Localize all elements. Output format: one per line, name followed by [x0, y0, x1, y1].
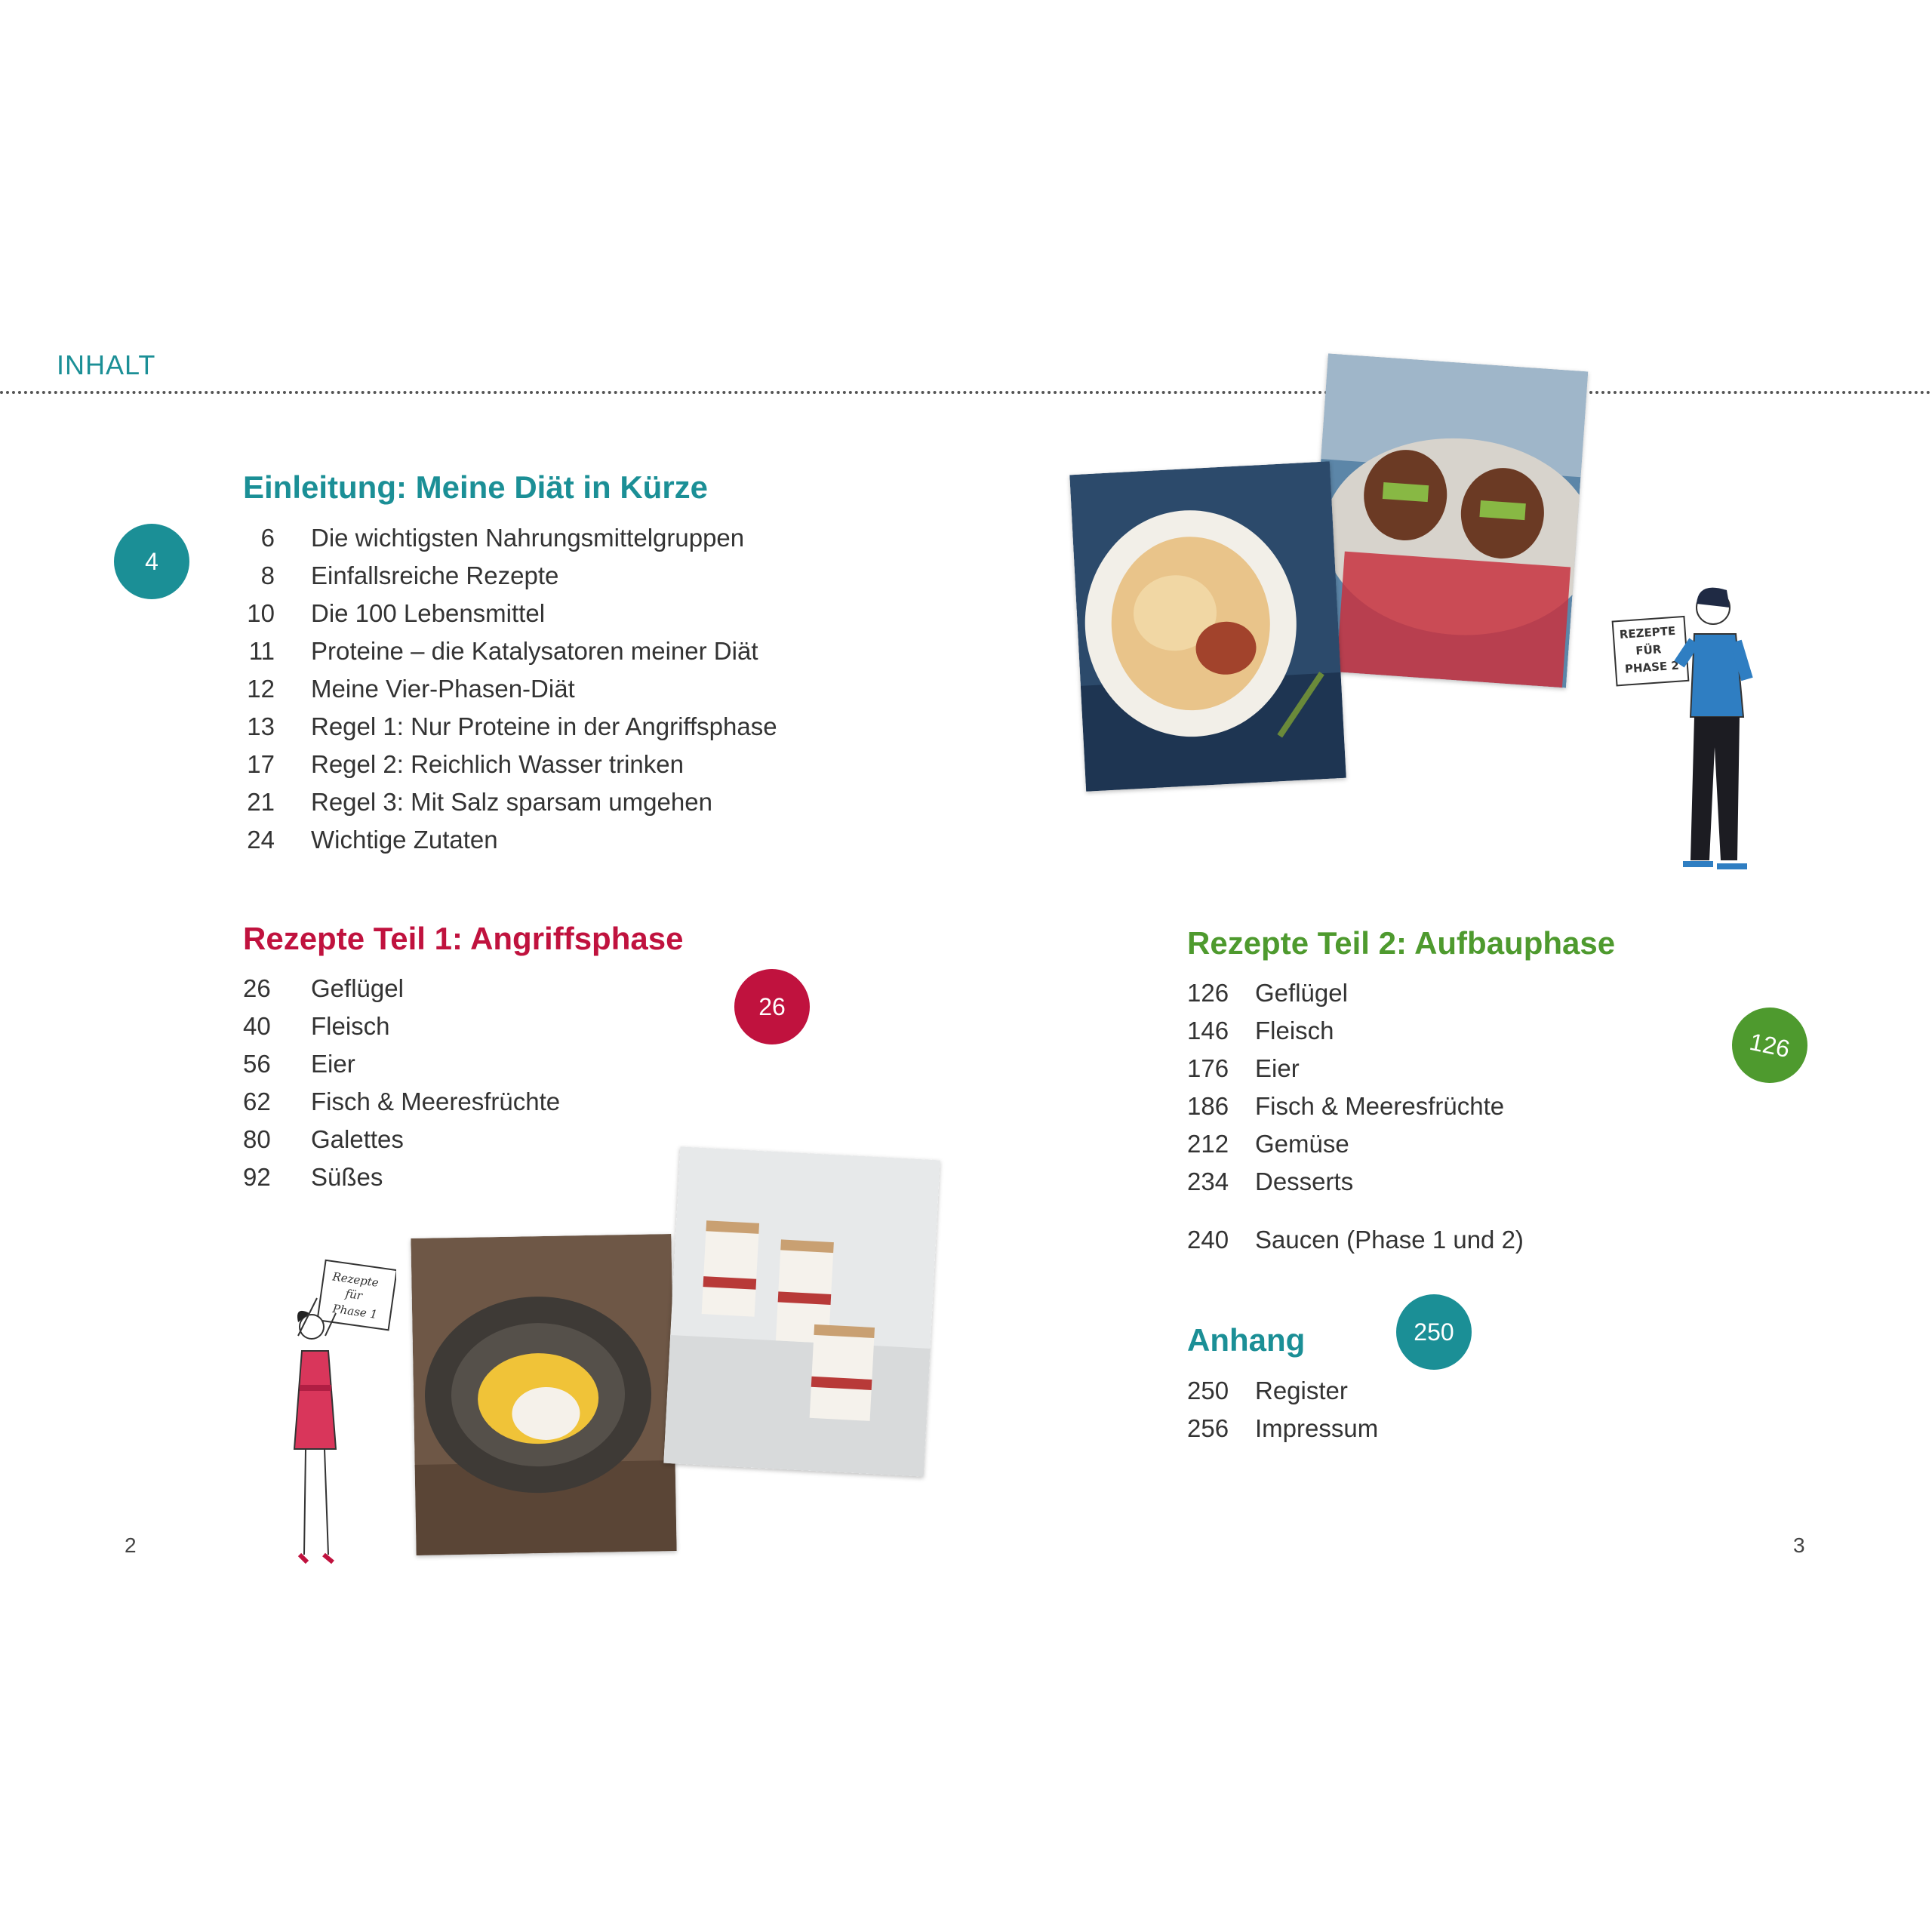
toc-entry[interactable]	[1187, 1012, 1504, 1050]
toc-entry-label: Geflügel	[1255, 979, 1348, 1007]
toc-entry-label: Geflügel	[311, 974, 404, 1002]
toc-entry[interactable]	[1187, 1221, 1524, 1259]
dotted-divider	[0, 391, 1932, 394]
part2-page-badge: 126	[1725, 1001, 1815, 1091]
toc-entry-label: Meine Vier-Phasen-Diät	[311, 675, 575, 703]
toc-entry[interactable]	[243, 1158, 560, 1196]
toc-entry-label: Register	[1255, 1377, 1348, 1404]
toc-entry[interactable]	[243, 519, 777, 557]
illustration-man-with-sign	[1607, 574, 1766, 891]
toc-entry-label: Gemüse	[1255, 1130, 1349, 1158]
food-photo-fish-egg	[411, 1234, 676, 1555]
sign-text-line: FÜR	[1635, 642, 1662, 658]
part2-toc-list	[1187, 974, 1504, 1201]
toc-entry-label: Fisch & Meeresfrüchte	[311, 1088, 561, 1115]
toc-entry-label: Eier	[1255, 1054, 1300, 1082]
toc-entry[interactable]	[243, 970, 560, 1008]
toc-entry-label: Desserts	[1255, 1168, 1354, 1195]
sign-text-line: für	[344, 1287, 364, 1303]
toc-entry-label: Regel 3: Mit Salz sparsam umgehen	[311, 788, 712, 816]
toc-entry[interactable]	[243, 1083, 560, 1121]
toc-entry-label: Eier	[311, 1050, 355, 1078]
toc-entry[interactable]	[243, 595, 777, 632]
toc-entry[interactable]	[243, 783, 777, 821]
sign-text-line: REZEPTE	[1619, 623, 1676, 641]
appendix-toc-list	[1187, 1372, 1378, 1447]
toc-page-number: 80	[243, 1125, 271, 1153]
toc-entry-label: Einfallsreiche Rezepte	[311, 561, 559, 589]
part2-extra-entry	[1187, 1221, 1524, 1259]
toc-page-number: 8	[260, 561, 275, 589]
toc-entry[interactable]	[1187, 1163, 1504, 1201]
toc-entry-label: Saucen (Phase 1 und 2)	[1255, 1226, 1524, 1254]
toc-entry-label: Wichtige Zutaten	[311, 826, 498, 854]
toc-entry-label: Fleisch	[311, 1012, 390, 1040]
toc-page-number: 26	[243, 974, 271, 1002]
toc-page-number: 13	[247, 712, 275, 740]
toc-page-number: 24	[247, 826, 275, 854]
toc-entry[interactable]	[243, 821, 777, 859]
part1-toc-list	[243, 970, 560, 1196]
toc-page-number: 240	[1187, 1226, 1229, 1254]
toc-page-number: 234	[1187, 1168, 1229, 1195]
toc-page-number: 40	[243, 1012, 271, 1040]
toc-entry[interactable]	[1187, 974, 1504, 1012]
toc-entry-label: Die 100 Lebensmittel	[311, 599, 546, 627]
intro-title: Einleitung: Meine Diät in Kürze	[243, 469, 709, 505]
toc-entry[interactable]	[243, 708, 777, 746]
toc-entry[interactable]	[1187, 1372, 1378, 1410]
toc-page-number: 92	[243, 1163, 271, 1191]
right-page-number: 3	[1793, 1534, 1805, 1557]
appendix-page-badge: 250	[1396, 1294, 1472, 1370]
toc-entry-label: Impressum	[1255, 1414, 1379, 1442]
toc-page-number: 62	[243, 1088, 271, 1115]
illustration-woman-with-sign	[260, 1253, 396, 1585]
food-photo-stuffed-mushrooms	[1306, 353, 1588, 688]
toc-entry-label: Proteine – die Katalysatoren meiner Diät	[311, 637, 758, 665]
part1-page-badge: 26	[734, 969, 810, 1044]
toc-page-number: 56	[243, 1050, 271, 1078]
toc-entry-label: Regel 1: Nur Proteine in der Angriffsphase	[311, 712, 777, 740]
toc-entry[interactable]	[1187, 1125, 1504, 1163]
toc-entry-label: Süßes	[311, 1163, 383, 1191]
toc-page-number: 10	[247, 599, 275, 627]
sign-text-line: Phase 1	[331, 1301, 379, 1321]
toc-entry[interactable]	[243, 670, 777, 708]
toc-page-number: 176	[1187, 1054, 1229, 1082]
toc-page-number: 250	[1187, 1377, 1229, 1404]
toc-entry-label: Die wichtigsten Nahrungsmittelgruppen	[311, 524, 745, 552]
toc-entry[interactable]	[243, 557, 777, 595]
part2-title: Rezepte Teil 2: Aufbauphase	[1187, 925, 1616, 961]
toc-entry-label: Regel 2: Reichlich Wasser trinken	[311, 750, 684, 778]
toc-page-number: 212	[1187, 1130, 1229, 1158]
food-photo-desserts	[663, 1146, 940, 1476]
part1-title: Rezepte Teil 1: Angriffsphase	[243, 921, 684, 956]
intro-toc-list	[243, 519, 777, 859]
section-header-label: INHALT	[57, 349, 156, 380]
toc-page-number: 17	[247, 750, 275, 778]
toc-entry-label: Galettes	[311, 1125, 404, 1153]
toc-entry[interactable]	[1187, 1050, 1504, 1088]
toc-page-number: 12	[247, 675, 275, 703]
toc-page-number: 126	[1187, 979, 1229, 1007]
toc-entry[interactable]	[243, 1121, 560, 1158]
toc-entry[interactable]	[243, 746, 777, 783]
left-page-number: 2	[125, 1534, 137, 1557]
appendix-title: Anhang	[1187, 1322, 1306, 1358]
toc-page-number: 146	[1187, 1017, 1229, 1044]
intro-page-badge: 4	[114, 524, 189, 599]
toc-entry[interactable]	[243, 1008, 560, 1045]
toc-entry[interactable]	[243, 1045, 560, 1083]
sign-text-line: PHASE 2	[1624, 658, 1680, 676]
toc-page-number: 6	[260, 524, 275, 552]
toc-entry-label: Fleisch	[1255, 1017, 1334, 1044]
toc-entry[interactable]	[1187, 1410, 1378, 1447]
toc-entry[interactable]	[243, 632, 777, 670]
toc-page-number: 186	[1187, 1092, 1229, 1120]
toc-page-number: 11	[248, 637, 275, 665]
toc-entry-label: Fisch & Meeresfrüchte	[1255, 1092, 1505, 1120]
sign-text-line: Rezepte	[331, 1269, 380, 1290]
toc-page-number: 21	[247, 788, 275, 816]
toc-entry[interactable]	[1187, 1088, 1504, 1125]
food-photo-baked-dish	[1069, 461, 1346, 791]
toc-page-number: 256	[1187, 1414, 1229, 1442]
